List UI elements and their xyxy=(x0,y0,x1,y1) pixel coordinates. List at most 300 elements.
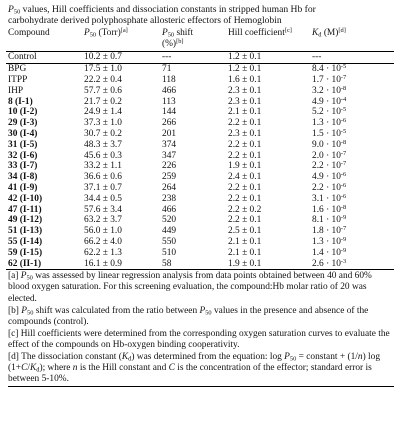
results-table xyxy=(6,27,394,271)
cell-shift-value: --- xyxy=(162,52,172,63)
header-hill xyxy=(228,27,312,52)
cell-compound-value: 10 (I-2) xyxy=(8,107,38,118)
cell-hill xyxy=(228,52,312,64)
cell-kd xyxy=(312,118,394,129)
cell-p50-value: 66.2 ± 4.0 xyxy=(84,236,122,247)
cell-p50 xyxy=(84,259,162,270)
cell-compound-value: ITPP xyxy=(8,75,28,85)
header-kd xyxy=(312,27,394,52)
cell-hill-value: 2.3 ± 0.1 xyxy=(228,85,262,96)
cell-kd xyxy=(312,64,394,75)
header-shift-unit: (%) xyxy=(162,38,177,49)
cell-shift xyxy=(162,118,228,129)
cell-p50 xyxy=(84,215,162,226)
cell-hill-value: 1.6 ± 0.1 xyxy=(228,75,262,85)
cell-hill xyxy=(228,226,312,237)
cell-compound-value: 8 (I-1) xyxy=(8,96,33,107)
cell-p50 xyxy=(84,140,162,151)
cell-shift-value: 144 xyxy=(162,107,177,118)
cell-shift-value: 466 xyxy=(162,204,177,215)
cell-hill-value: 2.2 ± 0.2 xyxy=(228,204,262,215)
cell-hill xyxy=(228,161,312,172)
table-row xyxy=(6,215,394,226)
cell-hill xyxy=(228,129,312,140)
cell-shift xyxy=(162,248,228,259)
cell-shift-value: 449 xyxy=(162,226,177,237)
header-hill-label: Hill coefficient xyxy=(228,27,285,38)
cell-shift-value: 374 xyxy=(162,139,177,150)
header-kd-note: [d] xyxy=(338,26,346,34)
cell-p50-value: 56.0 ± 1.0 xyxy=(84,226,122,237)
cell-compound xyxy=(6,259,84,270)
table-row xyxy=(6,118,394,129)
cell-kd-base: 4.9 · 10 xyxy=(312,96,341,107)
cell-kd-exponent: -7 xyxy=(340,149,347,157)
cell-compound-value: 30 (I-4) xyxy=(8,128,38,139)
cell-compound xyxy=(6,140,84,151)
cell-hill xyxy=(228,194,312,205)
footnote-a-p-symbol: P xyxy=(20,271,27,282)
table-header xyxy=(6,27,394,52)
cell-kd xyxy=(312,129,394,140)
cell-p50-value: 34.4 ± 0.5 xyxy=(84,193,122,204)
cell-shift-value: 113 xyxy=(162,96,176,107)
cell-p50-value: 10.2 ± 0.7 xyxy=(84,52,122,63)
cell-p50-value: 57.7 ± 0.6 xyxy=(84,85,122,96)
header-p50-subscript: 50 xyxy=(89,31,97,39)
cell-hill-value: 1.9 ± 0.1 xyxy=(228,258,262,269)
cell-shift-value: 266 xyxy=(162,118,177,129)
cell-compound xyxy=(6,52,84,64)
footnote-d-p-symbol: P xyxy=(284,352,290,362)
footnote-d-text-6: ); where xyxy=(39,363,73,374)
table-row xyxy=(6,237,394,248)
cell-kd-base: 4.9 · 10 xyxy=(312,172,341,183)
footnote-b-p-subscript: 50 xyxy=(27,309,34,317)
cell-kd-base: 1.3 · 10 xyxy=(312,236,341,247)
cell-compound xyxy=(6,237,84,248)
cell-kd xyxy=(312,107,394,118)
table-row xyxy=(6,259,394,270)
cell-hill-value: 2.1 ± 0.1 xyxy=(228,247,262,258)
cell-compound xyxy=(6,151,84,162)
table-row xyxy=(6,107,394,118)
cell-kd xyxy=(312,194,394,205)
cell-shift-value: 520 xyxy=(162,215,177,226)
footnote-b-p-symbol: P xyxy=(21,305,28,316)
cell-kd-base: 2.0 · 10 xyxy=(312,150,341,161)
cell-shift xyxy=(162,64,228,75)
cell-p50 xyxy=(84,237,162,248)
cell-compound xyxy=(6,129,84,140)
cell-kd-base: 1.8 · 10 xyxy=(312,226,341,237)
footnote-a-text: was assessed by linear regression analysis from data points obtained between 40 and 60% blood oxygen saturation. For this screening evaluation, the compound:Hb molar ratio of 20 was elected. xyxy=(8,271,372,304)
cell-kd-base: 9.0 · 10 xyxy=(312,139,341,150)
table-row xyxy=(6,151,394,162)
header-hill-note: [c] xyxy=(284,26,292,34)
footnote-d-p-subscript: 50 xyxy=(289,355,297,363)
cell-kd xyxy=(312,97,394,108)
cell-shift xyxy=(162,129,228,140)
cell-kd-exponent: -7 xyxy=(340,160,347,168)
cell-p50-value: 36.6 ± 0.6 xyxy=(84,172,122,183)
cell-shift xyxy=(162,75,228,86)
cell-shift-value: 466 xyxy=(162,85,177,96)
footnote-a-p-subscript: 50 xyxy=(26,274,33,282)
cell-p50-value: 22.2 ± 0.4 xyxy=(84,75,122,85)
cell-shift-value: 226 xyxy=(162,161,177,172)
cell-p50 xyxy=(84,194,162,205)
cell-shift xyxy=(162,97,228,108)
table-row xyxy=(6,172,394,183)
cell-shift xyxy=(162,172,228,183)
cell-compound-value: 41 (I-9) xyxy=(8,182,38,193)
header-kd-unit: (M) xyxy=(321,27,339,38)
cell-hill xyxy=(228,259,312,270)
cell-compound xyxy=(6,183,84,194)
cell-compound xyxy=(6,161,84,172)
cell-p50-value: 37.3 ± 1.0 xyxy=(84,118,122,129)
cell-kd xyxy=(312,259,394,270)
footnote-d-c2-symbol: C xyxy=(168,363,175,374)
cell-shift-value: 347 xyxy=(162,150,177,161)
cell-hill xyxy=(228,172,312,183)
cell-compound-value: 47 (I-11) xyxy=(8,204,42,215)
cell-hill xyxy=(228,183,312,194)
cell-compound xyxy=(6,248,84,259)
cell-shift xyxy=(162,205,228,216)
cell-kd xyxy=(312,183,394,194)
cell-compound-value: 42 (I-10) xyxy=(8,193,43,204)
cell-kd-exponent: -5 xyxy=(340,106,347,114)
cell-kd-base: 1.5 · 10 xyxy=(312,128,341,139)
header-row xyxy=(6,27,394,52)
cell-kd-exponent: -5 xyxy=(340,127,347,135)
cell-hill-value: 1.2 ± 0.1 xyxy=(228,64,262,75)
table-body xyxy=(6,52,394,270)
cell-hill xyxy=(228,248,312,259)
footnote-a xyxy=(8,271,394,304)
cell-kd-base: 2.6 · 10 xyxy=(312,258,341,269)
cell-hill xyxy=(228,237,312,248)
header-p50-note: [a] xyxy=(120,26,128,34)
cell-p50-value: 57.6 ± 3.4 xyxy=(84,204,122,215)
cell-kd-base: 1.6 · 10 xyxy=(312,204,341,215)
header-p50 xyxy=(84,27,162,52)
footnote-c xyxy=(8,329,394,351)
table-row xyxy=(6,86,394,97)
cell-compound-value: 59 (I-15) xyxy=(8,247,43,258)
cell-compound-value: 29 (I-3) xyxy=(8,118,38,129)
footnote-d-c-symbol: C xyxy=(21,363,28,374)
cell-p50 xyxy=(84,86,162,97)
footnote-d-k2-subscript: d xyxy=(36,366,40,374)
cell-shift-value: 118 xyxy=(162,75,176,85)
cell-compound-value: 51 (I-13) xyxy=(8,226,43,237)
cell-compound-value: IHP xyxy=(8,85,24,96)
cell-hill xyxy=(228,205,312,216)
cell-p50 xyxy=(84,205,162,216)
cell-shift-value: 550 xyxy=(162,236,177,247)
footnote-d-k-subscript: d xyxy=(128,355,132,363)
footnote-d-text-3: = constant + (1/ xyxy=(296,352,358,362)
header-compound-label: Compound xyxy=(8,27,50,38)
cell-shift xyxy=(162,259,228,270)
cell-hill-value: 2.3 ± 0.1 xyxy=(228,128,262,139)
cell-p50 xyxy=(84,75,162,86)
cell-p50-value: 24.9 ± 1.4 xyxy=(84,107,122,118)
header-shift-note: [b] xyxy=(176,37,184,45)
cell-compound xyxy=(6,107,84,118)
cell-shift-value: 264 xyxy=(162,182,177,193)
cell-compound xyxy=(6,97,84,108)
cell-shift-value: 71 xyxy=(162,64,172,75)
cell-kd xyxy=(312,52,394,64)
cell-hill xyxy=(228,64,312,75)
table-row xyxy=(6,183,394,194)
footnote-d-text-1: [d] The dissociation constant ( xyxy=(8,352,122,362)
cell-p50 xyxy=(84,97,162,108)
table-row xyxy=(6,52,394,64)
cell-hill-value: 2.4 ± 0.1 xyxy=(228,172,262,183)
cell-shift xyxy=(162,194,228,205)
cell-p50 xyxy=(84,107,162,118)
cell-p50 xyxy=(84,118,162,129)
cell-shift xyxy=(162,86,228,97)
cell-shift-value: 58 xyxy=(162,258,172,269)
header-kd-subscript: d xyxy=(318,31,322,39)
footnote-b-p2-subscript: 50 xyxy=(205,309,212,317)
cell-shift xyxy=(162,107,228,118)
cell-compound-value: Control xyxy=(8,52,37,63)
cell-compound-value: 49 (I-12) xyxy=(8,215,43,226)
cell-kd-exponent: -8 xyxy=(340,203,347,211)
cell-compound xyxy=(6,75,84,86)
table-row xyxy=(6,194,394,205)
cell-compound-value: 31 (I-5) xyxy=(8,139,38,150)
header-shift-label: shift xyxy=(174,27,194,38)
cell-kd-base: 5.2 · 10 xyxy=(312,107,341,118)
cell-kd xyxy=(312,237,394,248)
cell-compound-value: 62 (II-1) xyxy=(8,258,42,269)
cell-p50 xyxy=(84,172,162,183)
cell-kd-exponent: -4 xyxy=(340,95,347,103)
cell-kd-exponent: -7 xyxy=(340,224,347,232)
cell-kd-base: 1.3 · 10 xyxy=(312,118,341,129)
cell-hill-value: 2.2 ± 0.1 xyxy=(228,118,262,129)
cell-shift xyxy=(162,151,228,162)
table-row xyxy=(6,205,394,216)
cell-hill-value: 2.5 ± 0.1 xyxy=(228,226,262,237)
cell-compound xyxy=(6,205,84,216)
table-row xyxy=(6,248,394,259)
cell-kd-base: 1.7 · 10 xyxy=(312,75,341,85)
cell-shift-value: 201 xyxy=(162,128,177,139)
footnote-d-n2-symbol: n xyxy=(72,363,78,374)
cell-kd-base: 8.4 · 10 xyxy=(312,64,341,75)
cell-hill xyxy=(228,215,312,226)
cell-shift xyxy=(162,140,228,151)
cell-p50 xyxy=(84,183,162,194)
cell-hill-value: 2.2 ± 0.1 xyxy=(228,150,262,161)
cell-p50-value: 63.2 ± 3.7 xyxy=(84,215,122,226)
cell-kd-base: 8.1 · 10 xyxy=(312,215,341,226)
footnote-d-text-5: / xyxy=(27,363,30,374)
cell-kd xyxy=(312,161,394,172)
cell-kd xyxy=(312,172,394,183)
cell-shift-value: 510 xyxy=(162,247,177,258)
cell-shift xyxy=(162,215,228,226)
cell-kd xyxy=(312,75,394,86)
cell-compound-value: 34 (I-8) xyxy=(8,172,38,183)
cell-p50-value: 48.3 ± 3.7 xyxy=(84,139,122,150)
caption-p-subscript: 50 xyxy=(13,8,21,16)
footnote-d-text-7: is the Hill constant and xyxy=(77,363,169,374)
footnote-d-n-symbol: n xyxy=(357,352,363,362)
cell-kd xyxy=(312,215,394,226)
footnote-b-text-1: shift was calculated from the ratio between xyxy=(33,305,200,316)
cell-compound-value: 55 (I-14) xyxy=(8,236,43,247)
caption-title-line1: values, Hill coefficients and dissociation constants in stripped human Hb for xyxy=(20,4,316,15)
table-footnotes xyxy=(6,271,394,387)
cell-kd-exponent: -8 xyxy=(340,84,347,92)
cell-kd-exponent: -9 xyxy=(340,214,347,222)
cell-hill-value: 2.1 ± 0.1 xyxy=(228,107,262,118)
header-shift-subscript: 50 xyxy=(167,31,175,39)
cell-shift xyxy=(162,226,228,237)
cell-p50 xyxy=(84,248,162,259)
header-shift xyxy=(162,27,228,52)
cell-kd-exponent: -8 xyxy=(340,138,347,146)
cell-hill-value: 2.2 ± 0.1 xyxy=(228,215,262,226)
cell-kd-exponent: -6 xyxy=(340,170,347,178)
cell-kd xyxy=(312,205,394,216)
footnote-d-text-4: ) log (1+ xyxy=(8,352,381,374)
cell-kd-base: 3.1 · 10 xyxy=(312,193,341,204)
footnote-d-text-8: is the concentration of the effector; standard error is between 5-10%. xyxy=(8,363,372,385)
footnote-b xyxy=(8,306,394,328)
cell-kd-base: 3.2 · 10 xyxy=(312,85,341,96)
cell-compound xyxy=(6,86,84,97)
cell-p50-value: 45.6 ± 0.3 xyxy=(84,150,122,161)
cell-kd xyxy=(312,140,394,151)
table-row xyxy=(6,161,394,172)
cell-compound xyxy=(6,215,84,226)
footnote-b-text-2: values in the presence and absence of the compounds (control). xyxy=(8,305,369,327)
cell-hill-value: 1.9 ± 0.1 xyxy=(228,161,262,172)
cell-hill xyxy=(228,107,312,118)
cell-p50-value: 37.1 ± 0.7 xyxy=(84,182,122,193)
cell-compound xyxy=(6,226,84,237)
cell-p50-value: 21.7 ± 0.2 xyxy=(84,96,122,107)
cell-compound-value: 32 (I-6) xyxy=(8,150,38,161)
caption-p-symbol: P xyxy=(8,4,14,15)
cell-kd-base: 1.4 · 10 xyxy=(312,247,341,258)
table-row xyxy=(6,75,394,86)
cell-hill-value: 2.3 ± 0.1 xyxy=(228,96,262,107)
header-compound xyxy=(6,27,84,52)
cell-hill xyxy=(228,140,312,151)
cell-kd-exponent: -9 xyxy=(340,235,347,243)
document-page xyxy=(6,4,394,387)
cell-kd-exponent: -5 xyxy=(340,63,347,71)
cell-hill xyxy=(228,86,312,97)
cell-p50 xyxy=(84,64,162,75)
cell-kd xyxy=(312,226,394,237)
footnotes-bottom-rule xyxy=(8,386,394,387)
cell-shift xyxy=(162,237,228,248)
cell-p50 xyxy=(84,129,162,140)
footnote-b-p2-symbol: P xyxy=(199,305,206,316)
cell-p50-value: 16.1 ± 0.9 xyxy=(84,258,122,269)
table-row xyxy=(6,97,394,108)
cell-compound xyxy=(6,118,84,129)
cell-hill-value: 1.2 ± 0.1 xyxy=(228,52,262,63)
header-p50-unit: (Torr) xyxy=(96,27,121,38)
footnote-d-k2-symbol: K xyxy=(29,363,37,374)
cell-compound xyxy=(6,172,84,183)
table-row xyxy=(6,129,394,140)
cell-kd-exponent: -3 xyxy=(340,257,347,265)
cell-hill xyxy=(228,97,312,108)
cell-compound-value: 33 (I-7) xyxy=(8,161,38,172)
cell-p50 xyxy=(84,151,162,162)
cell-kd-exponent: -6 xyxy=(340,181,347,189)
footnote-d-text-2: ) was determined from the equation: log xyxy=(131,352,285,362)
header-kd-symbol: K xyxy=(312,27,319,38)
cell-kd-base: 2.2 · 10 xyxy=(312,161,341,172)
cell-shift-value: 238 xyxy=(162,193,177,204)
cell-hill-value: 2.2 ± 0.1 xyxy=(228,182,262,193)
footnote-d xyxy=(8,352,394,385)
cell-kd xyxy=(312,86,394,97)
cell-kd-exponent: -9 xyxy=(340,246,347,254)
cell-p50-value: 30.7 ± 0.2 xyxy=(84,128,122,139)
cell-shift xyxy=(162,183,228,194)
cell-kd xyxy=(312,151,394,162)
cell-hill xyxy=(228,75,312,86)
caption-title-line2: carbohydrate derived polyphosphate allosteric effectors of Hemoglobin xyxy=(8,15,282,27)
cell-p50 xyxy=(84,226,162,237)
footnote-a-marker: [a] xyxy=(8,271,21,282)
cell-p50-value: 17.5 ± 1.0 xyxy=(84,64,122,75)
cell-hill xyxy=(228,151,312,162)
cell-shift xyxy=(162,52,228,64)
cell-kd-exponent: -6 xyxy=(340,117,347,124)
header-p50-symbol: P xyxy=(84,27,90,38)
cell-hill-value: 2.2 ± 0.1 xyxy=(228,139,262,150)
cell-p50 xyxy=(84,161,162,172)
cell-p50-value: 33.2 ± 1.1 xyxy=(84,161,122,172)
cell-kd-exponent: -6 xyxy=(340,192,347,200)
table-row xyxy=(6,140,394,151)
cell-kd-base: 2.2 · 10 xyxy=(312,182,341,193)
table-row xyxy=(6,64,394,75)
table-row xyxy=(6,226,394,237)
cell-kd-exponent: -7 xyxy=(340,73,347,81)
cell-compound xyxy=(6,64,84,75)
cell-hill xyxy=(228,118,312,129)
footnote-b-marker: [b] xyxy=(8,305,22,316)
footnote-d-k-symbol: K xyxy=(121,352,129,362)
cell-compound xyxy=(6,194,84,205)
cell-hill-value: 2.2 ± 0.1 xyxy=(228,193,262,204)
header-shift-symbol: P xyxy=(162,27,168,38)
cell-compound-value: BPG xyxy=(8,64,27,75)
cell-hill-value: 2.1 ± 0.1 xyxy=(228,236,262,247)
table-caption xyxy=(8,4,394,27)
cell-kd xyxy=(312,248,394,259)
